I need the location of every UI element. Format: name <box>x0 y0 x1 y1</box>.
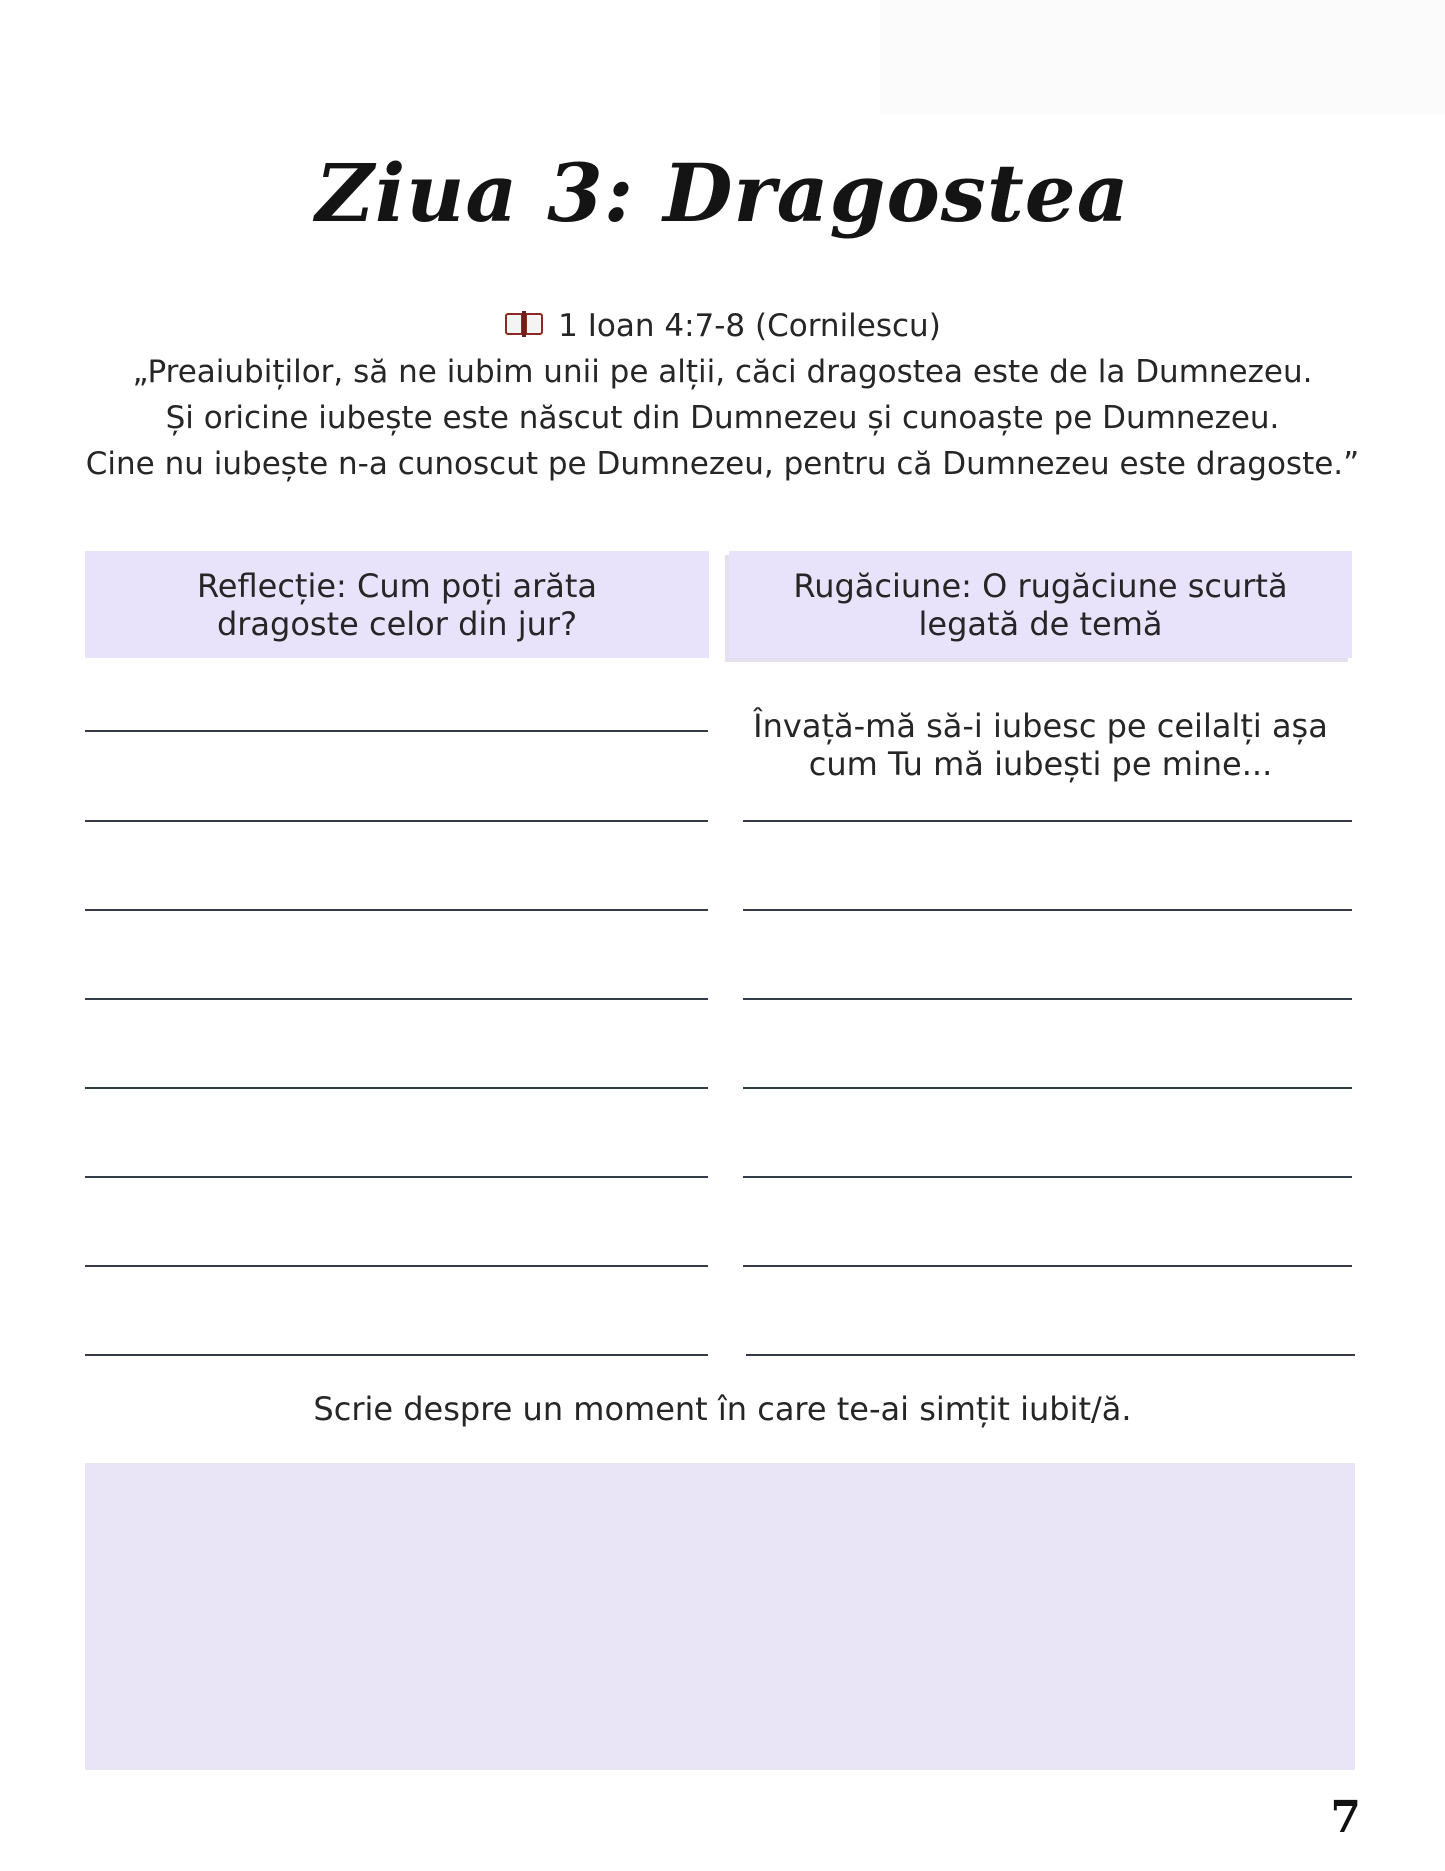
reflection-header <box>85 551 709 658</box>
open-book-icon <box>504 309 544 339</box>
reflection-writing-line[interactable] <box>85 909 708 911</box>
prayer-text: Învață-mă să-i iubesc pe ceilalți așa cum Tu mă iubești pe mine... <box>753 707 1328 783</box>
prayer-writing-line[interactable] <box>743 820 1352 822</box>
scripture-line: „Preaiubiților, să ne iubim unii pe alții, căci dragostea este de la Dumnezeu. <box>132 354 1313 390</box>
prayer-writing-line[interactable] <box>743 998 1352 1000</box>
corner-tint <box>880 0 1445 115</box>
reflection-writing-line[interactable] <box>85 1176 708 1178</box>
prayer-writing-line[interactable] <box>743 909 1352 911</box>
reflection-writing-line[interactable] <box>85 730 708 732</box>
prayer-writing-line[interactable] <box>746 1354 1355 1356</box>
prayer-header-label: Rugăciune: O rugăciune scurtă legată de temă <box>793 566 1288 643</box>
reflection-writing-line[interactable] <box>85 1087 708 1089</box>
prayer-writing-line[interactable] <box>743 1087 1352 1089</box>
reflection-writing-line[interactable] <box>85 1354 708 1356</box>
scripture-line: Cine nu iubește n-a cunoscut pe Dumnezeu, pentru că Dumnezeu este dragoste.” <box>85 446 1360 482</box>
scripture-reference: 1 Ioan 4:7-8 (Cornilescu) <box>558 308 941 344</box>
scripture-line: Și oricine iubește este născut din Dumnezeu și cunoaște pe Dumnezeu. <box>165 400 1280 436</box>
journal-prompt: Scrie despre un moment în care te-ai simțit iubit/ă. <box>313 1390 1132 1428</box>
page-number: 7 <box>1330 1792 1361 1843</box>
prayer-writing-line[interactable] <box>743 1176 1352 1178</box>
scripture-reference-row <box>60 303 1385 349</box>
reflection-header-label: Reflecție: Cum poți arăta dragoste celor din jur? <box>197 566 597 643</box>
prayer-header <box>729 551 1352 658</box>
reflection-writing-line[interactable] <box>85 998 708 1000</box>
prayer-writing-line[interactable] <box>743 1265 1352 1267</box>
journal-writing-area[interactable] <box>85 1463 1355 1770</box>
page-title: Ziua 3: Dragostea <box>315 146 1130 240</box>
reflection-writing-line[interactable] <box>85 1265 708 1267</box>
scripture-block <box>60 303 1385 487</box>
reflection-writing-line[interactable] <box>85 820 708 822</box>
